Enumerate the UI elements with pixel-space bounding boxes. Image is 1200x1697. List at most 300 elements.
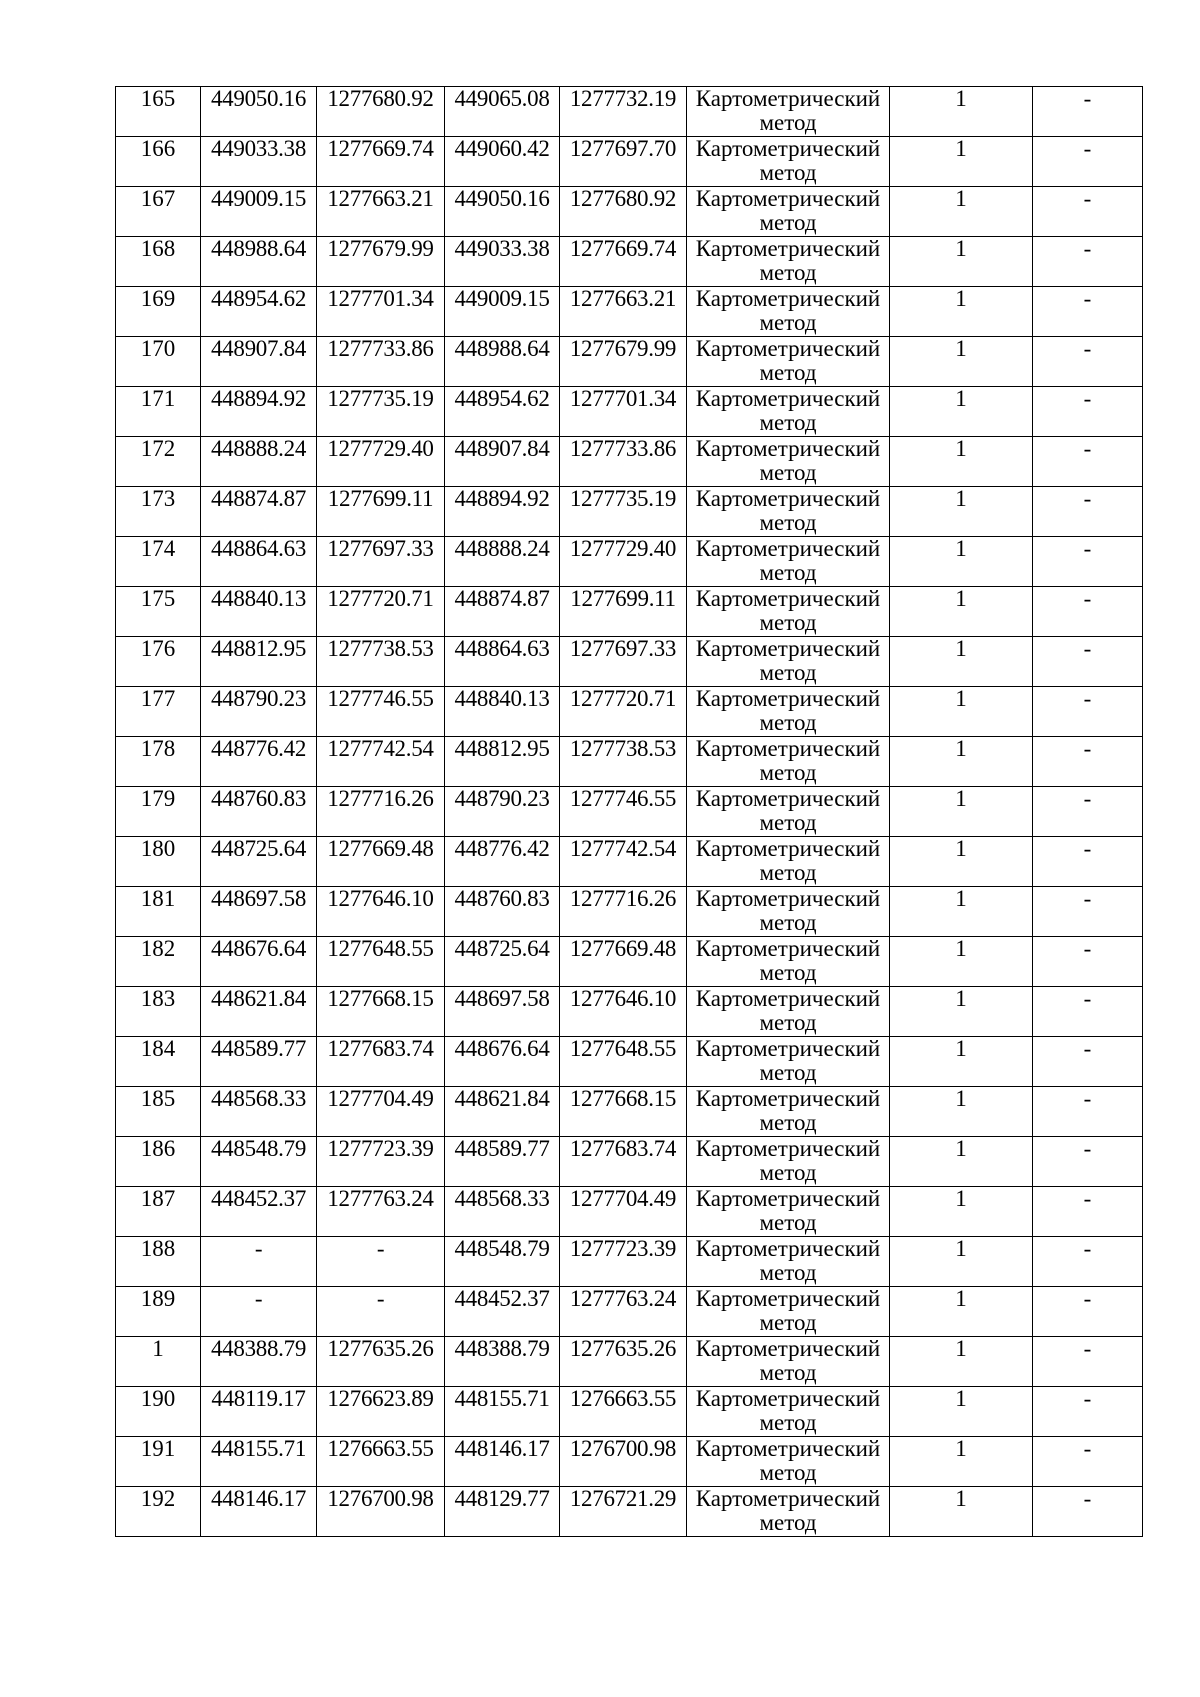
method-line-1: Картометрический (695, 1336, 881, 1361)
existing-x-cell: 448907.84 (201, 337, 317, 387)
method-line-2: метод (759, 1410, 817, 1435)
refined-y-cell: 1277720.71 (560, 687, 687, 737)
method-cell (687, 837, 890, 887)
refined-x-cell: 448568.33 (445, 1187, 560, 1237)
existing-y-cell: 1277697.33 (317, 537, 445, 587)
accuracy-cell: 1 (890, 1487, 1033, 1537)
method-cell (687, 1037, 890, 1087)
existing-y-cell: 1277646.10 (317, 887, 445, 937)
method-cell (687, 537, 890, 587)
existing-x-cell: 448155.71 (201, 1437, 317, 1487)
method-line-2: метод (759, 1260, 817, 1285)
method-cell (687, 587, 890, 637)
refined-x-cell: 448894.92 (445, 487, 560, 537)
note-cell: - (1033, 1437, 1143, 1487)
accuracy-cell: 1 (890, 887, 1033, 937)
method-line-2: метод (759, 1310, 817, 1335)
method-line-1: Картометрический (695, 136, 881, 161)
method-line-2: метод (759, 660, 817, 685)
existing-y-cell: - (317, 1287, 445, 1337)
refined-y-cell: 1277704.49 (560, 1187, 687, 1237)
method-line-2: метод (759, 260, 817, 285)
existing-x-cell: 448894.92 (201, 387, 317, 437)
accuracy-cell: 1 (890, 787, 1033, 837)
table-row (116, 1287, 1143, 1337)
method-line-1: Картометрический (695, 1286, 881, 1311)
point-number-cell: 169 (116, 287, 201, 337)
method-line-1: Картометрический (695, 436, 881, 461)
method-cell (687, 887, 890, 937)
note-cell: - (1033, 287, 1143, 337)
method-cell (687, 237, 890, 287)
existing-x-cell: 448548.79 (201, 1137, 317, 1187)
point-number-cell: 173 (116, 487, 201, 537)
method-line-1: Картометрический (695, 736, 881, 761)
table-row (116, 1087, 1143, 1137)
point-number-cell: 174 (116, 537, 201, 587)
existing-y-cell: 1277680.92 (317, 87, 445, 137)
method-line-1: Картометрический (695, 286, 881, 311)
table-row (116, 1037, 1143, 1087)
refined-y-cell: 1277635.26 (560, 1337, 687, 1387)
refined-y-cell: 1277669.74 (560, 237, 687, 287)
existing-x-cell: 448452.37 (201, 1187, 317, 1237)
method-line-1: Картометрический (695, 186, 881, 211)
method-cell (687, 287, 890, 337)
table-row (116, 1187, 1143, 1237)
existing-y-cell: 1277668.15 (317, 987, 445, 1037)
note-cell: - (1033, 837, 1143, 887)
point-number-cell: 186 (116, 1137, 201, 1187)
table-row (116, 737, 1143, 787)
note-cell: - (1033, 737, 1143, 787)
refined-y-cell: 1277679.99 (560, 337, 687, 387)
accuracy-cell: 1 (890, 687, 1033, 737)
refined-x-cell: 448874.87 (445, 587, 560, 637)
table-row (116, 787, 1143, 837)
refined-y-cell: 1277729.40 (560, 537, 687, 587)
refined-x-cell: 449065.08 (445, 87, 560, 137)
method-cell (687, 387, 890, 437)
existing-x-cell: 448676.64 (201, 937, 317, 987)
existing-y-cell: 1277720.71 (317, 587, 445, 637)
existing-y-cell: 1277738.53 (317, 637, 445, 687)
refined-y-cell: 1277716.26 (560, 887, 687, 937)
accuracy-cell: 1 (890, 637, 1033, 687)
method-line-1: Картометрический (695, 86, 881, 111)
note-cell: - (1033, 1137, 1143, 1187)
accuracy-cell: 1 (890, 587, 1033, 637)
method-line-1: Картометрический (695, 786, 881, 811)
point-number-cell: 183 (116, 987, 201, 1037)
point-number-cell: 167 (116, 187, 201, 237)
existing-y-cell: 1277699.11 (317, 487, 445, 537)
note-cell: - (1033, 87, 1143, 137)
refined-y-cell: 1277683.74 (560, 1137, 687, 1187)
existing-y-cell: - (317, 1237, 445, 1287)
note-cell: - (1033, 1337, 1143, 1387)
method-line-1: Картометрический (695, 886, 881, 911)
refined-y-cell: 1277732.19 (560, 87, 687, 137)
existing-y-cell: 1277723.39 (317, 1137, 445, 1187)
accuracy-cell: 1 (890, 1387, 1033, 1437)
existing-y-cell: 1277663.21 (317, 187, 445, 237)
accuracy-cell: 1 (890, 1187, 1033, 1237)
point-number-cell: 175 (116, 587, 201, 637)
existing-x-cell: 448697.58 (201, 887, 317, 937)
accuracy-cell: 1 (890, 1037, 1033, 1087)
refined-x-cell: 448776.42 (445, 837, 560, 887)
existing-x-cell: - (201, 1287, 317, 1337)
accuracy-cell: 1 (890, 1437, 1033, 1487)
existing-x-cell: 448954.62 (201, 287, 317, 337)
accuracy-cell: 1 (890, 1337, 1033, 1387)
existing-y-cell: 1277648.55 (317, 937, 445, 987)
point-number-cell: 178 (116, 737, 201, 787)
refined-x-cell: 448621.84 (445, 1087, 560, 1137)
table-row (116, 837, 1143, 887)
method-line-1: Картометрический (695, 536, 881, 561)
refined-x-cell: 448146.17 (445, 1437, 560, 1487)
method-line-2: метод (759, 560, 817, 585)
existing-y-cell: 1276663.55 (317, 1437, 445, 1487)
note-cell: - (1033, 487, 1143, 537)
method-line-2: метод (759, 360, 817, 385)
point-number-cell: 166 (116, 137, 201, 187)
refined-y-cell: 1277738.53 (560, 737, 687, 787)
method-line-1: Картометрический (695, 336, 881, 361)
accuracy-cell: 1 (890, 737, 1033, 787)
refined-x-cell: 448907.84 (445, 437, 560, 487)
table-row (116, 1237, 1143, 1287)
table-row (116, 1387, 1143, 1437)
existing-x-cell: 448725.64 (201, 837, 317, 887)
table-row (116, 237, 1143, 287)
method-cell (687, 187, 890, 237)
point-number-cell: 190 (116, 1387, 201, 1437)
refined-x-cell: 448388.79 (445, 1337, 560, 1387)
note-cell: - (1033, 1237, 1143, 1287)
method-cell (687, 1237, 890, 1287)
method-cell (687, 337, 890, 387)
table-row (116, 137, 1143, 187)
existing-x-cell: 449050.16 (201, 87, 317, 137)
point-number-cell: 170 (116, 337, 201, 387)
method-cell (687, 987, 890, 1037)
method-cell (687, 87, 890, 137)
existing-y-cell: 1277735.19 (317, 387, 445, 437)
refined-x-cell: 449060.42 (445, 137, 560, 187)
refined-x-cell: 448676.64 (445, 1037, 560, 1087)
refined-y-cell: 1277697.33 (560, 637, 687, 687)
table-row (116, 337, 1143, 387)
refined-y-cell: 1277699.11 (560, 587, 687, 637)
existing-y-cell: 1277729.40 (317, 437, 445, 487)
refined-x-cell: 448888.24 (445, 537, 560, 587)
refined-y-cell: 1277746.55 (560, 787, 687, 837)
point-number-cell: 184 (116, 1037, 201, 1087)
method-cell (687, 437, 890, 487)
method-cell (687, 1087, 890, 1137)
refined-x-cell: 448840.13 (445, 687, 560, 737)
existing-y-cell: 1277669.48 (317, 837, 445, 887)
refined-x-cell: 448725.64 (445, 937, 560, 987)
table-row (116, 387, 1143, 437)
note-cell: - (1033, 937, 1143, 987)
existing-y-cell: 1277733.86 (317, 337, 445, 387)
note-cell: - (1033, 137, 1143, 187)
point-number-cell: 181 (116, 887, 201, 937)
refined-y-cell: 1276700.98 (560, 1437, 687, 1487)
refined-x-cell: 448864.63 (445, 637, 560, 687)
method-line-2: метод (759, 810, 817, 835)
method-line-1: Картометрический (695, 1086, 881, 1111)
method-line-1: Картометрический (695, 1386, 881, 1411)
point-number-cell: 177 (116, 687, 201, 737)
method-line-2: метод (759, 1510, 817, 1535)
method-line-1: Картометрический (695, 1186, 881, 1211)
point-number-cell: 187 (116, 1187, 201, 1237)
refined-y-cell: 1277669.48 (560, 937, 687, 987)
refined-x-cell: 448988.64 (445, 337, 560, 387)
note-cell: - (1033, 437, 1143, 487)
existing-x-cell: 448840.13 (201, 587, 317, 637)
method-line-2: метод (759, 1460, 817, 1485)
method-cell (687, 937, 890, 987)
method-cell (687, 137, 890, 187)
refined-x-cell: 449050.16 (445, 187, 560, 237)
refined-y-cell: 1277668.15 (560, 1087, 687, 1137)
table-body (116, 87, 1143, 1537)
accuracy-cell: 1 (890, 187, 1033, 237)
refined-y-cell: 1277646.10 (560, 987, 687, 1037)
refined-x-cell: 448452.37 (445, 1287, 560, 1337)
note-cell: - (1033, 1487, 1143, 1537)
point-number-cell: 191 (116, 1437, 201, 1487)
refined-y-cell: 1277648.55 (560, 1037, 687, 1087)
refined-x-cell: 449009.15 (445, 287, 560, 337)
method-line-2: метод (759, 1010, 817, 1035)
accuracy-cell: 1 (890, 387, 1033, 437)
table-row (116, 487, 1143, 537)
existing-x-cell: 448888.24 (201, 437, 317, 487)
accuracy-cell: 1 (890, 237, 1033, 287)
existing-x-cell: 448874.87 (201, 487, 317, 537)
accuracy-cell: 1 (890, 537, 1033, 587)
method-cell (687, 1387, 890, 1437)
method-cell (687, 737, 890, 787)
method-cell (687, 487, 890, 537)
existing-x-cell: 448776.42 (201, 737, 317, 787)
refined-y-cell: 1277701.34 (560, 387, 687, 437)
table-row (116, 287, 1143, 337)
refined-y-cell: 1277723.39 (560, 1237, 687, 1287)
coordinates-table (115, 86, 1143, 1537)
accuracy-cell: 1 (890, 937, 1033, 987)
existing-y-cell: 1277635.26 (317, 1337, 445, 1387)
note-cell: - (1033, 987, 1143, 1037)
existing-y-cell: 1277669.74 (317, 137, 445, 187)
note-cell: - (1033, 237, 1143, 287)
point-number-cell: 182 (116, 937, 201, 987)
note-cell: - (1033, 587, 1143, 637)
method-line-1: Картометрический (695, 1036, 881, 1061)
method-line-1: Картометрический (695, 1436, 881, 1461)
existing-x-cell: 448589.77 (201, 1037, 317, 1087)
accuracy-cell: 1 (890, 287, 1033, 337)
refined-x-cell: 448790.23 (445, 787, 560, 837)
existing-x-cell: 448119.17 (201, 1387, 317, 1437)
method-line-2: метод (759, 510, 817, 535)
table-row (116, 437, 1143, 487)
method-cell (687, 637, 890, 687)
note-cell: - (1033, 1037, 1143, 1087)
existing-y-cell: 1276700.98 (317, 1487, 445, 1537)
point-number-cell: 192 (116, 1487, 201, 1537)
table-row (116, 1137, 1143, 1187)
table-row (116, 937, 1143, 987)
note-cell: - (1033, 337, 1143, 387)
existing-x-cell: 449009.15 (201, 187, 317, 237)
method-line-2: метод (759, 460, 817, 485)
note-cell: - (1033, 537, 1143, 587)
note-cell: - (1033, 687, 1143, 737)
method-cell (687, 1487, 890, 1537)
refined-y-cell: 1277697.70 (560, 137, 687, 187)
method-line-1: Картометрический (695, 486, 881, 511)
note-cell: - (1033, 387, 1143, 437)
note-cell: - (1033, 1187, 1143, 1237)
note-cell: - (1033, 887, 1143, 937)
method-line-1: Картометрический (695, 236, 881, 261)
point-number-cell: 180 (116, 837, 201, 887)
method-line-1: Картометрический (695, 936, 881, 961)
method-line-2: метод (759, 1210, 817, 1235)
method-line-2: метод (759, 1160, 817, 1185)
note-cell: - (1033, 787, 1143, 837)
table-row (116, 1337, 1143, 1387)
method-cell (687, 687, 890, 737)
method-line-2: метод (759, 1110, 817, 1135)
method-line-2: метод (759, 310, 817, 335)
method-line-1: Картометрический (695, 636, 881, 661)
point-number-cell: 168 (116, 237, 201, 287)
point-number-cell: 188 (116, 1237, 201, 1287)
accuracy-cell: 1 (890, 437, 1033, 487)
refined-y-cell: 1277733.86 (560, 437, 687, 487)
method-line-2: метод (759, 910, 817, 935)
method-line-2: метод (759, 160, 817, 185)
existing-y-cell: 1277716.26 (317, 787, 445, 837)
table-row (116, 87, 1143, 137)
refined-y-cell: 1277663.21 (560, 287, 687, 337)
accuracy-cell: 1 (890, 487, 1033, 537)
method-line-2: метод (759, 410, 817, 435)
method-line-1: Картометрический (695, 586, 881, 611)
method-line-2: метод (759, 1060, 817, 1085)
accuracy-cell: 1 (890, 1137, 1033, 1187)
method-line-1: Картометрический (695, 1236, 881, 1261)
method-cell (687, 1287, 890, 1337)
note-cell: - (1033, 1087, 1143, 1137)
note-cell: - (1033, 1287, 1143, 1337)
accuracy-cell: 1 (890, 987, 1033, 1037)
refined-y-cell: 1276721.29 (560, 1487, 687, 1537)
existing-y-cell: 1276623.89 (317, 1387, 445, 1437)
method-line-1: Картометрический (695, 836, 881, 861)
table-row (116, 537, 1143, 587)
method-line-1: Картометрический (695, 986, 881, 1011)
method-cell (687, 787, 890, 837)
method-cell (687, 1337, 890, 1387)
existing-x-cell: 448812.95 (201, 637, 317, 687)
accuracy-cell: 1 (890, 1237, 1033, 1287)
existing-x-cell: 448790.23 (201, 687, 317, 737)
refined-x-cell: 448760.83 (445, 887, 560, 937)
table-row (116, 987, 1143, 1037)
existing-y-cell: 1277679.99 (317, 237, 445, 287)
refined-x-cell: 448589.77 (445, 1137, 560, 1187)
existing-x-cell: 448146.17 (201, 1487, 317, 1537)
refined-y-cell: 1277680.92 (560, 187, 687, 237)
existing-y-cell: 1277701.34 (317, 287, 445, 337)
method-cell (687, 1187, 890, 1237)
refined-y-cell: 1276663.55 (560, 1387, 687, 1437)
method-line-2: метод (759, 110, 817, 135)
existing-y-cell: 1277704.49 (317, 1087, 445, 1137)
refined-x-cell: 448812.95 (445, 737, 560, 787)
method-line-1: Картометрический (695, 386, 881, 411)
method-line-1: Картометрический (695, 686, 881, 711)
method-line-1: Картометрический (695, 1486, 881, 1511)
method-line-2: метод (759, 210, 817, 235)
table-row (116, 887, 1143, 937)
method-line-2: метод (759, 960, 817, 985)
refined-y-cell: 1277763.24 (560, 1287, 687, 1337)
method-line-2: метод (759, 860, 817, 885)
existing-y-cell: 1277746.55 (317, 687, 445, 737)
point-number-cell: 185 (116, 1087, 201, 1137)
refined-x-cell: 448155.71 (445, 1387, 560, 1437)
point-number-cell: 172 (116, 437, 201, 487)
method-line-2: метод (759, 610, 817, 635)
existing-x-cell: - (201, 1237, 317, 1287)
accuracy-cell: 1 (890, 337, 1033, 387)
existing-x-cell: 448621.84 (201, 987, 317, 1037)
existing-y-cell: 1277742.54 (317, 737, 445, 787)
table-row (116, 1487, 1143, 1537)
table-row (116, 1437, 1143, 1487)
refined-x-cell: 448129.77 (445, 1487, 560, 1537)
refined-x-cell: 449033.38 (445, 237, 560, 287)
accuracy-cell: 1 (890, 137, 1033, 187)
method-cell (687, 1137, 890, 1187)
refined-x-cell: 448548.79 (445, 1237, 560, 1287)
refined-y-cell: 1277742.54 (560, 837, 687, 887)
accuracy-cell: 1 (890, 87, 1033, 137)
note-cell: - (1033, 187, 1143, 237)
table-row (116, 587, 1143, 637)
table-row (116, 687, 1143, 737)
refined-x-cell: 448954.62 (445, 387, 560, 437)
method-line-2: метод (759, 1360, 817, 1385)
method-line-2: метод (759, 710, 817, 735)
existing-y-cell: 1277763.24 (317, 1187, 445, 1237)
point-number-cell: 165 (116, 87, 201, 137)
existing-x-cell: 448388.79 (201, 1337, 317, 1387)
method-line-2: метод (759, 760, 817, 785)
point-number-cell: 1 (116, 1337, 201, 1387)
